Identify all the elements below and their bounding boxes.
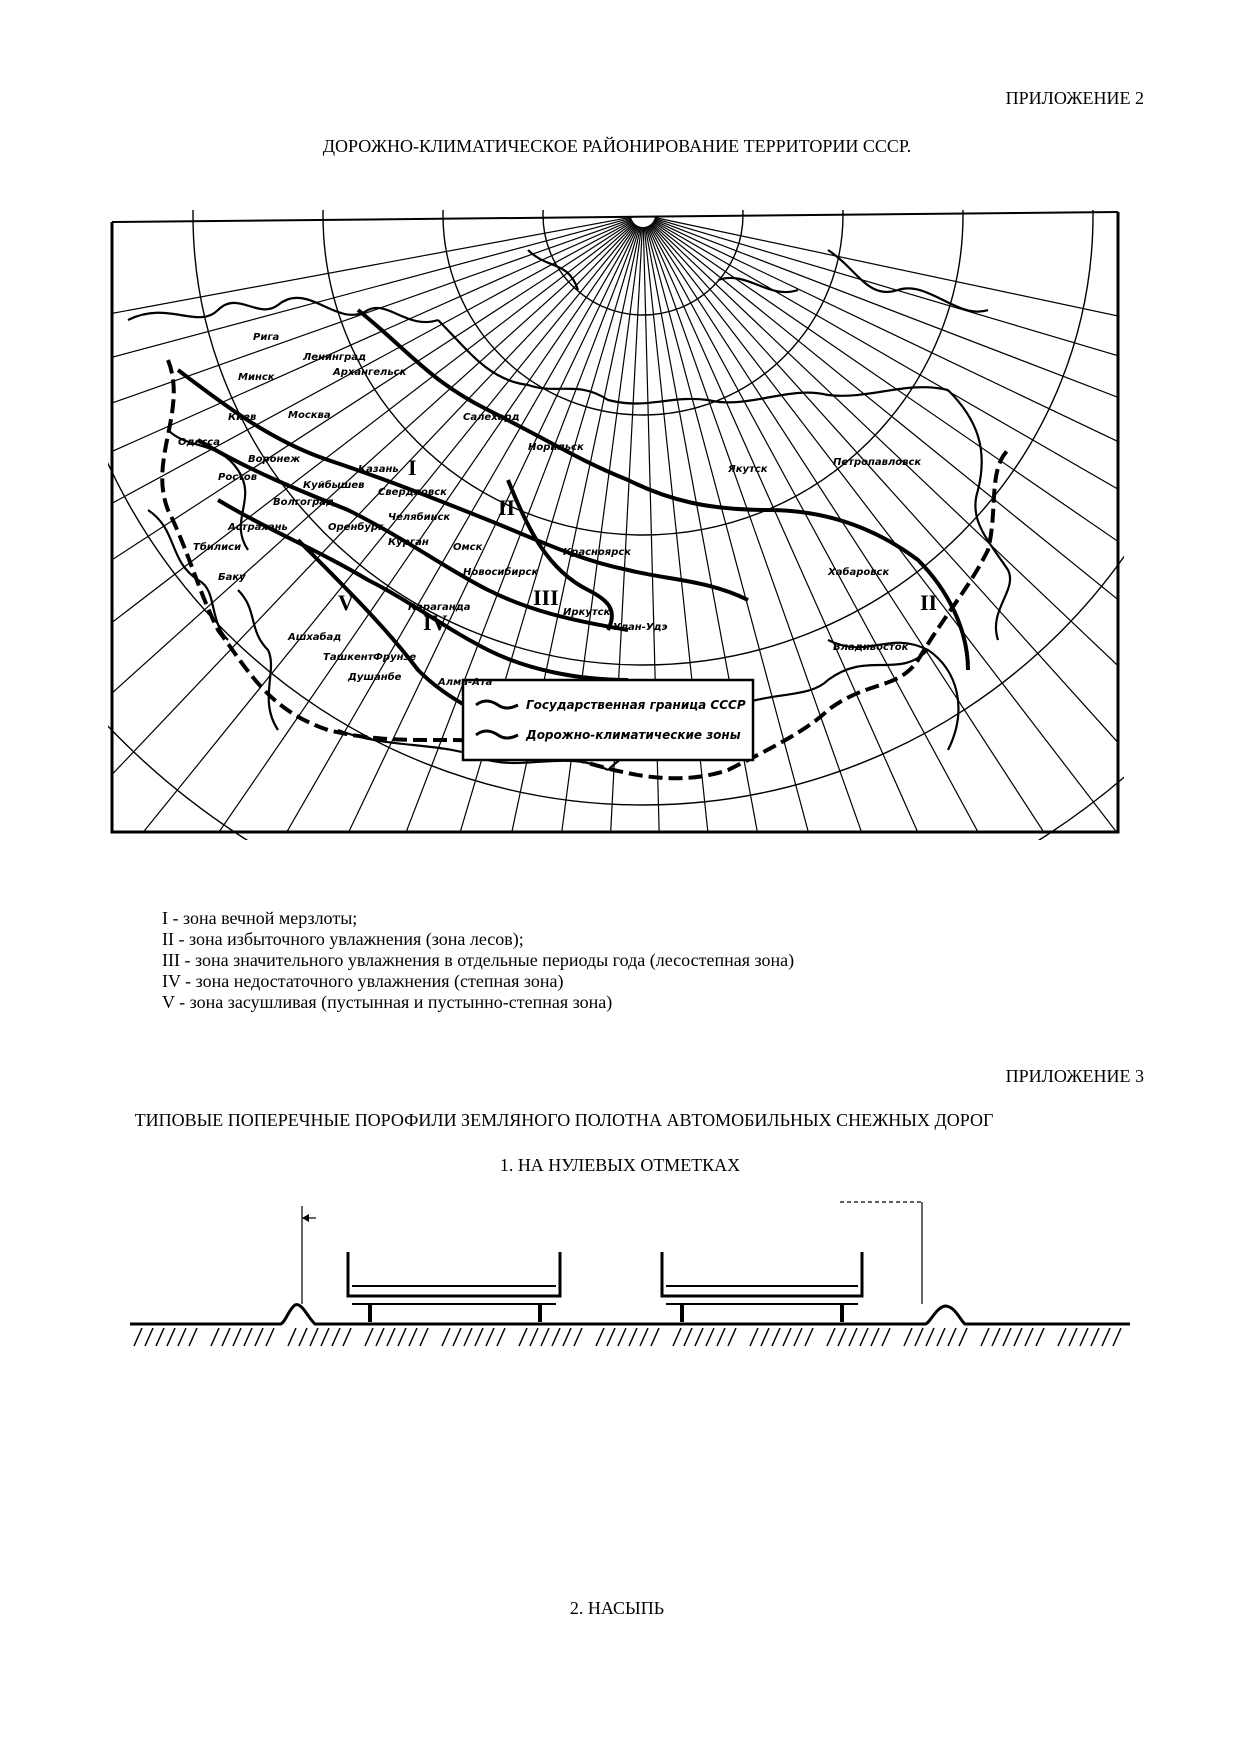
hatch-stroke [838, 1328, 846, 1346]
hatch-stroke [299, 1328, 307, 1346]
city-label: Петропавловск [833, 457, 922, 468]
hatch-stroke [1069, 1328, 1077, 1346]
city-label: Омск [453, 542, 483, 553]
hatch-stroke [772, 1328, 780, 1346]
ussr-climate-zone-map [108, 210, 1124, 840]
city-label: Москва [288, 410, 331, 421]
city-label: Владивосток [833, 642, 909, 653]
zone-numeral: II [920, 590, 938, 615]
hatch-stroke [156, 1328, 164, 1346]
hatch-stroke [1025, 1328, 1033, 1346]
zone-5-description: V - зона засушливая (пустынная и пустынно-степная зона) [162, 992, 613, 1012]
hatch-stroke [1091, 1328, 1099, 1346]
zone-4-description: IV - зона недостаточного увлажнения (степная зона) [162, 971, 564, 991]
hatch-stroke [783, 1328, 791, 1346]
city-label: Тбилиси [193, 542, 242, 553]
hatch-stroke [684, 1328, 692, 1346]
hatch-stroke [618, 1328, 626, 1346]
city-label: Салехард [463, 412, 520, 423]
hatch-stroke [310, 1328, 318, 1346]
hatch-stroke [1080, 1328, 1088, 1346]
hatch-stroke [365, 1328, 373, 1346]
section-1-title: 1. НА НУЛЕВЫХ ОТМЕТКАХ [499, 1155, 741, 1175]
hatch-stroke [860, 1328, 868, 1346]
hatch-stroke [563, 1328, 571, 1346]
hatch-stroke [1014, 1328, 1022, 1346]
hatch-stroke [937, 1328, 945, 1346]
hatch-stroke [640, 1328, 648, 1346]
city-label: Волгоград [273, 497, 335, 508]
city-label: Хабаровск [828, 567, 890, 578]
appendix-3-title: ТИПОВЫЕ ПОПЕРЕЧНЫЕ ПОРОФИЛИ ЗЕМЛЯНОГО ПОЛОТНА АВТОМОБИЛЬНЫХ СНЕЖНЫХ ДОРОГ [134, 1110, 994, 1130]
city-label: Астрахань [228, 522, 288, 533]
city-label: Новосибирск [463, 567, 539, 578]
zone-1-description: I - зона вечной мерзлоты; [162, 908, 358, 928]
city-label: Баку [218, 572, 246, 583]
zone-numeral: II [498, 495, 516, 520]
hatch-stroke [827, 1328, 835, 1346]
city-label: Архангельск [333, 367, 407, 378]
hatch-stroke [805, 1328, 813, 1346]
hatch-stroke [486, 1328, 494, 1346]
hatch-stroke [497, 1328, 505, 1346]
hatch-stroke [178, 1328, 186, 1346]
hatch-stroke [673, 1328, 681, 1346]
road-cross-section-drawing [130, 1200, 1130, 1360]
hatch-stroke [596, 1328, 604, 1346]
city-label: Якутск [728, 464, 768, 475]
hatch-stroke [376, 1328, 384, 1346]
hatch-stroke [717, 1328, 725, 1346]
city-label: Куйбышев [303, 480, 365, 491]
city-label: Фрунзе [373, 652, 417, 663]
legend-zones-text: Дорожно-климатические зоны [526, 728, 741, 742]
hatch-stroke [222, 1328, 230, 1346]
hatch-stroke [871, 1328, 879, 1346]
hatch-stroke [266, 1328, 274, 1346]
hatch-stroke [530, 1328, 538, 1346]
city-label: Курган [388, 537, 429, 548]
hatch-stroke [233, 1328, 241, 1346]
hatch-stroke [519, 1328, 527, 1346]
appendix-2-label: ПРИЛОЖЕНИЕ 2 [1005, 88, 1144, 108]
hatch-stroke [1058, 1328, 1066, 1346]
hatch-stroke [1102, 1328, 1110, 1346]
zone-numeral: III [533, 585, 559, 610]
city-label: Норильск [528, 442, 584, 453]
hatch-stroke [926, 1328, 934, 1346]
hatch-stroke [761, 1328, 769, 1346]
hatch-stroke [629, 1328, 637, 1346]
city-label: Алма-Ата [438, 677, 493, 688]
ground-hatching [134, 1328, 1121, 1346]
hatch-stroke [981, 1328, 989, 1346]
zone-numeral: V [338, 590, 354, 615]
hatch-stroke [695, 1328, 703, 1346]
hatch-stroke [552, 1328, 560, 1346]
city-label: Ленинград [303, 352, 367, 363]
hatch-stroke [321, 1328, 329, 1346]
vehicle-frame-right [662, 1252, 862, 1322]
hatch-stroke [134, 1328, 142, 1346]
hatch-stroke [750, 1328, 758, 1346]
city-label: Казань [358, 464, 399, 475]
city-label: Воронеж [248, 454, 301, 465]
zones-legend [162, 908, 794, 1013]
zone-numeral: IV [423, 610, 448, 635]
city-label: Оренбург [328, 522, 384, 533]
hatch-stroke [398, 1328, 406, 1346]
hatch-stroke [541, 1328, 549, 1346]
section-2-title: 2. НАСЫПЬ [569, 1598, 665, 1618]
hatch-stroke [728, 1328, 736, 1346]
hatch-stroke [915, 1328, 923, 1346]
city-label: Одесса [178, 437, 220, 448]
hatch-stroke [189, 1328, 197, 1346]
hatch-stroke [442, 1328, 450, 1346]
city-label: Рига [253, 332, 280, 343]
city-label: Ростов [218, 472, 258, 483]
city-label: Душанбе [348, 672, 402, 683]
left-dimension-arrow [302, 1214, 309, 1222]
hatch-stroke [475, 1328, 483, 1346]
hatch-stroke [882, 1328, 890, 1346]
city-label: Ашхабад [288, 632, 342, 643]
hatch-stroke [904, 1328, 912, 1346]
zone-numeral: I [408, 455, 417, 480]
hatch-stroke [409, 1328, 417, 1346]
hatch-stroke [420, 1328, 428, 1346]
city-label: Киев [228, 412, 257, 423]
hatch-stroke [1036, 1328, 1044, 1346]
hatch-stroke [992, 1328, 1000, 1346]
hatch-stroke [255, 1328, 263, 1346]
hatch-stroke [948, 1328, 956, 1346]
appendix-2-title: ДОРОЖНО-КЛИМАТИЧЕСКОЕ РАЙОНИРОВАНИЕ ТЕРРИТОРИИ СССР. [322, 136, 912, 156]
hatch-stroke [288, 1328, 296, 1346]
zone-2-description: II - зона избыточного увлажнения (зона лесов); [162, 929, 524, 949]
hatch-stroke [211, 1328, 219, 1346]
vehicle-frame-left [348, 1252, 560, 1322]
hatch-stroke [387, 1328, 395, 1346]
hatch-stroke [1003, 1328, 1011, 1346]
city-label: Челябинск [388, 512, 451, 523]
city-label: Свердловск [378, 487, 447, 498]
hatch-stroke [794, 1328, 802, 1346]
hatch-stroke [244, 1328, 252, 1346]
zone-3-description: III - зона значительного увлажнения в отдельные периоды года (лесостепная зона) [162, 950, 795, 970]
hatch-stroke [464, 1328, 472, 1346]
hatch-stroke [651, 1328, 659, 1346]
map-legend-box [463, 680, 753, 760]
hatch-stroke [706, 1328, 714, 1346]
hatch-stroke [167, 1328, 175, 1346]
city-label: Минск [238, 372, 275, 383]
hatch-stroke [1113, 1328, 1121, 1346]
hatch-stroke [849, 1328, 857, 1346]
city-label: Ташкент [323, 652, 374, 663]
hatch-stroke [574, 1328, 582, 1346]
city-label: Караганда [408, 602, 471, 613]
ground-surface-line [130, 1305, 1130, 1324]
hatch-stroke [959, 1328, 967, 1346]
hatch-stroke [145, 1328, 153, 1346]
hatch-stroke [343, 1328, 351, 1346]
hatch-stroke [607, 1328, 615, 1346]
legend-border-text: Государственная граница СССР [526, 698, 746, 712]
city-label: Иркутск [563, 607, 611, 618]
city-label: Красноярск [563, 547, 632, 558]
city-label: Улан-Удэ [613, 622, 668, 633]
appendix-3-label: ПРИЛОЖЕНИЕ 3 [1005, 1066, 1144, 1086]
hatch-stroke [453, 1328, 461, 1346]
hatch-stroke [332, 1328, 340, 1346]
